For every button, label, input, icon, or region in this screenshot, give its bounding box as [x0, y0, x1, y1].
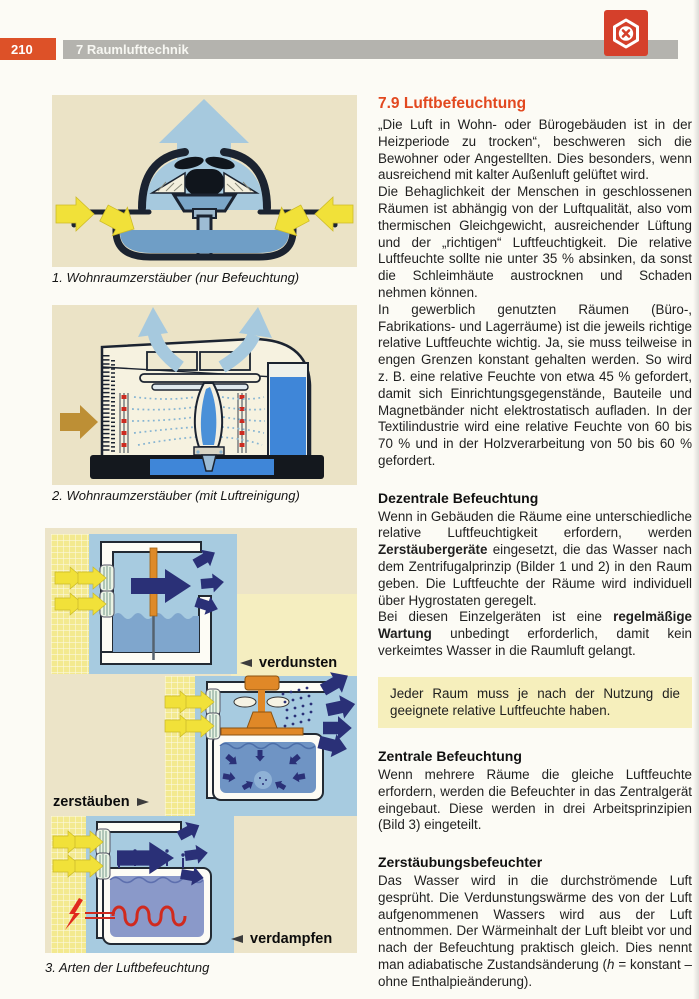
suction-ball [254, 771, 272, 789]
water [110, 876, 204, 937]
zerstaeuben-diagram [165, 665, 357, 816]
article-column [378, 95, 692, 991]
paragraph: Wenn in Gebäuden die Räume eine unterschiedliche relative Luftfeuchtigkeit erfordern, werden Zerstäubergeräte eingesetzt, die das Wasser nach dem Zentrifugalprinzip (Bilder 1 und 2) in den Raum geben. Die Luftfeuchte der Räume wird individuell über Hygrostaten geregelt. [378, 508, 692, 608]
arrow-left-icon [240, 659, 252, 667]
paragraph: „Die Luft in Wohn- oder Bürogebäuden ist in der Heizperiode zu trocken“, beschweren sich die Bewohner oder Angestellten. Dies besonders, wenn ausreichend mit kalter Außenluft gelüftet wird. [378, 117, 692, 183]
page-number-badge [0, 38, 56, 60]
publisher-logo-icon [604, 10, 648, 56]
verdunsten-diagram [51, 534, 237, 674]
label-verdampfen: verdampfen [231, 931, 332, 947]
water [113, 613, 199, 652]
subheading-dezentrale: Dezentrale Befeuchtung [378, 489, 539, 506]
paragraph: Wenn mehrere Räume die gleiche Luftfeuchte erfordern, werden die Befeuchter in das Zentralgerät eingebaut. Diese werden in drei Arbeitsprinzipien (Bild 3) eingeteilt. [378, 767, 692, 833]
motor [185, 169, 224, 195]
chapter-header-bar [63, 40, 678, 59]
subheading-zentrale: Zentrale Befeuchtung [378, 748, 522, 765]
fig1-caption: 1. Wohnraumzerstäuber (nur Befeuchtung) [52, 270, 300, 285]
paragraph: Die Behaglichkeit der Menschen in geschlossenen Räumen ist abhängig von der Luftqualität, also vom thermischen Gleichgewicht, ausreichender Lüftung und der „richtigen“ Luftfeuchtigkeit. Die relative Luftfeuchte sollte nie unter 35 % absinken, da sonst die Schleimhäute austrocknen und Schaden nehmen können. [378, 184, 692, 300]
label-zerstaeuben: zerstäuben [53, 794, 149, 810]
label-verdunsten: verdunsten [240, 655, 337, 671]
paragraph: In gewerblich genutzten Räumen (Büro-, Fabrikations- und Lagerräume) ist die jeweils richtige relative Luftfeuchte wichtig. Ja, sie muss teilweise in engen Grenzen konstant gehalten werden. So wird z. B. eine relative Feuchte von etwa 45 % gefordert, damit sich Einrichtungsgegenstände, Bauteile und Magnetbänder nicht elektrostatisch aufladen. In der Textilindustrie wird eine relative Feuchte von 60 bis 70 % und in der Holzverarbeitung von 50 bis 60 % gefordert. [378, 301, 692, 468]
arrow-left-icon [231, 935, 243, 943]
key-statement-box [378, 677, 692, 729]
arrow-right-icon [137, 798, 149, 806]
paragraph: Bei diesen Einzelgeräten ist eine regelmäßige Wartung unbedingt erforderlich, damit kein verkeimtes Wasser in die Raumluft gelangt. [378, 609, 692, 658]
section-heading: 7.9 Luftbefeuchtung [378, 95, 527, 112]
subheading-zerstaeubungsbefeuchter: Zerstäubungsbefeuchter [378, 854, 543, 871]
paragraph: Das Wasser wird in die durchströmende Luft gesprüht. Die Verdunstungswärme des von der Luft aufgenommenen Wassers wird aus der Luft entnommen. Der Wärmeinhalt der Luft bleibt vor und nach der Befeuchtung praktisch gleich. Dies nennt man adiabatische Zustandsänderung (h = konstant – ohne Enthalpieänderung). [378, 873, 692, 989]
chapter-title: 7 Raumlufttechnik [76, 42, 189, 57]
key-statement: Jeder Raum muss je nach der Nutzung die geeignete relative Luftfeuchte haben. [390, 685, 680, 718]
fig1-room-atomizer-diagram [52, 95, 357, 267]
verdampfen-diagram [51, 816, 234, 953]
scan-edge-shadow [693, 0, 699, 999]
atomizer-motor [245, 676, 279, 690]
fig3-humidification-types-diagram [45, 528, 357, 953]
water [120, 230, 289, 253]
fig2-caption: 2. Wohnraumzerstäuber (mit Luftreinigung) [52, 488, 300, 503]
fig2-room-atomizer-with-air-cleaning-diagram [52, 305, 357, 485]
fig3-caption: 3. Arten der Luftbefeuchtung [45, 960, 210, 975]
page-number: 210 [11, 41, 33, 57]
